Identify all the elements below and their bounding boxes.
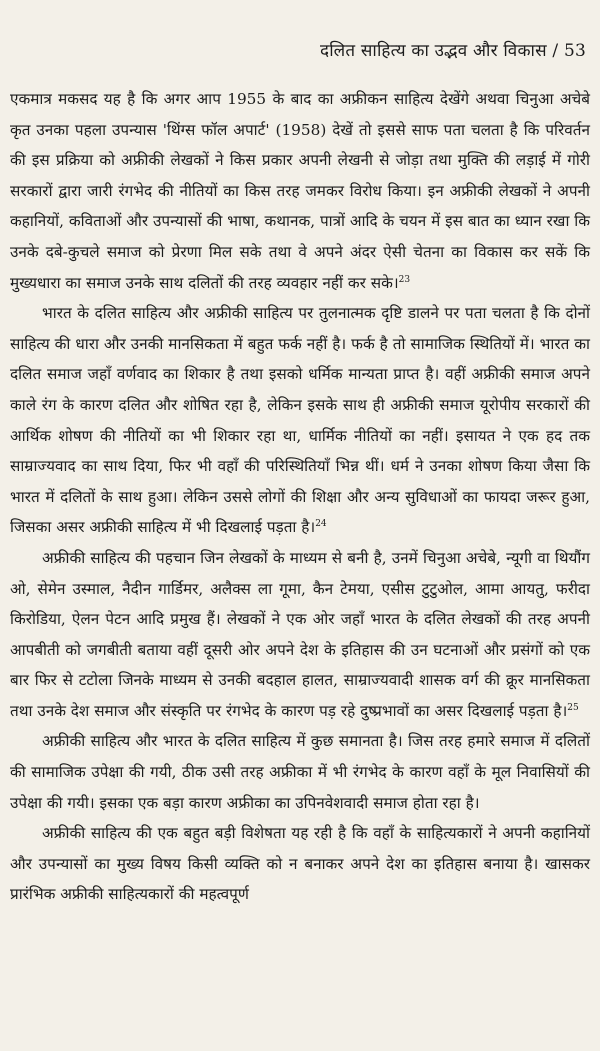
footnote-ref: 25 — [567, 702, 579, 713]
paragraph-5 — [10, 818, 590, 910]
footnote-ref: 24 — [315, 519, 327, 530]
header-separator: / — [546, 41, 564, 61]
paragraph-text: अफ्रीकी साहित्य की एक बहुत बड़ी विशेषता यह रही है कि वहाँ के साहित्यकारों ने अपनी कहानियों और उपन्यासों का मुख्य विषय किसी व्यक्ति को न बनाकर अपने देश का इतिहास बनाया है। खासकर प्रारंभिक अफ्रीकी साहित्यकारों की महत्वपूर्ण — [10, 824, 590, 904]
running-title: दलित साहित्य का उद्भव और विकास — [320, 41, 547, 61]
paragraph-4 — [10, 726, 590, 818]
paragraph-text: अफ्रीकी साहित्य और भारत के दलित साहित्य में कुछ समानता है। जिस तरह हमारे समाज में दलितों की सामाजिक उपेक्षा की गयी, ठीक उसी तरह अफ्रीका में भी रंगभेद के कारण वहाँ के मूल निवासियों की उपेक्षा की गयी। इसका एक बड़ा कारण अफ्रीका का उपिनवेशवादी समाज होता रहा है। — [10, 732, 590, 812]
paragraph-text: भारत के दलित साहित्य और अफ्रीकी साहित्य पर तुलनात्मक दृष्टि डालने पर पता चलता है कि दोनों साहित्य की धारा और उनकी मानसिकता में बहुत फर्क नहीं है। फर्क है तो सामाजिक स्थितियों में। भारत का दलित समाज जहाँ वर्णवाद का शिकार है तथा इसको धर्मिक मान्यता प्राप्त है। वहीं अफ्रीकी समाज अपने काले रंग के कारण दलित और शोषित रहा है, लेकिन इसके साथ ही अफ्रीकी समाज यूरोपीय सरकारों की आर्थिक शोषण की नीतियों का भी शिकार रहा था, धार्मिक नीतियों का नहीं। इसायत ने एक हद तक साम्राज्यवाद का साथ दिया, फिर भी वहाँ की परिस्थितियाँ भिन्न थीं। धर्म ने उनका शोषण किया जैसा कि भारत में दलितों के साथ हुआ। लेकिन उससे लोगों की शिक्षा और अन्य सुविधाओं का फायदा जरूर हुआ, जिसका असर अफ्रीकी साहित्य में भी दिखलाई पड़ता है। — [10, 304, 590, 537]
paragraph-1 — [10, 84, 590, 298]
paragraph-text: अफ्रीकी साहित्य की पहचान जिन लेखकों के माध्यम से बनी है, उनमें चिनुआ अचेबे, न्यूगी वा थियौंग ओ, सेमेन उस्माल, नैदीन गार्डिमर, अलैक्स ला गूमा, कैन टेमया, एसीस टुटुओल, आमा आयतु, फरीदा किरोडिया, ऐलन पेटन आदि प्रमुख हैं। लेखकों ने एक ओर जहाँ भारत के दलित लेखकों की तरह अपनी आपबीती को जगबीती बताया वहीं दूसरी ओर अपने देश के इतिहास की उन घटनाओं और प्रसंगों को एक बार फिर से टटोला जिनके माध्यम से उनकी बदहाल हालत, साम्राज्यवादी शासक वर्ग की क्रूर मानसिकता तथा उनके देश समाज और संस्कृति पर रंगभेद के कारण पड़ रहे दुष्प्रभावों का असर दिखलाई पड़ता है। — [10, 548, 590, 720]
page-number: 53 — [563, 41, 586, 61]
body-text — [10, 84, 590, 910]
paragraph-text: एकमात्र मकसद यह है कि अगर आप 1955 के बाद का अफ्रीकन साहित्य देखेंगे अथवा चिनुआ अचेबे कृत उनका पहला उपन्यास 'थिंग्स फॉल अपार्ट' (1958) देखें तो इससे साफ पता चलता है कि परिवर्तन की इस प्रक्रिया को अफ्रीकी लेखकों ने किस प्रकार अपनी लेखनी से जोड़ा तथा मुक्ति की लड़ाई में गोरी सरकारों द्वारा जारी रंगभेद की नीतियों का किस तरह जमकर विरोध किया। इन अफ्रीकी लेखकों ने अपनी कहानियों, कविताओं और उपन्यासों की भाषा, कथानक, पात्रों आदि के चयन में इस बात का ध्यान रखा कि उनके दबे-कुचले समाज को प्रेरणा मिल सके तथा वे अपने अंदर ऐसी चेतना का विकास कर सकें कि मुख्यधारा का समाज उनके साथ दलितों की तरह व्यवहार नहीं कर सके। — [10, 90, 590, 292]
paragraph-3 — [10, 543, 590, 727]
footnote-ref: 23 — [398, 274, 411, 285]
running-header — [320, 38, 586, 61]
paragraph-2 — [10, 298, 590, 543]
